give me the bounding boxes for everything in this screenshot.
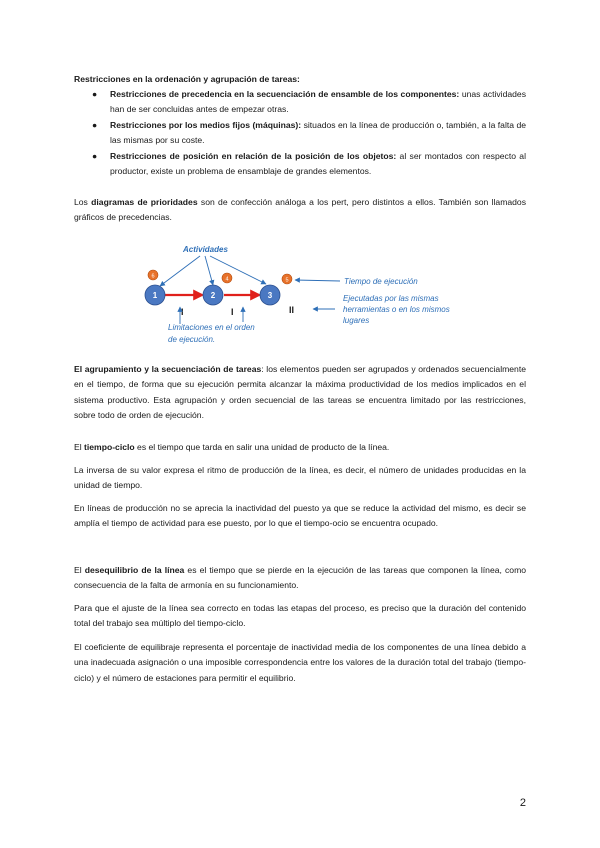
paragraph-ajuste: [74, 601, 526, 632]
time-value-1: 6: [151, 273, 155, 280]
paragraph-coeficiente: [74, 640, 526, 686]
text-span: El: [74, 442, 85, 452]
bullet-bold: Restricciones por los medios fijos (máquinas):: [110, 120, 302, 130]
node-label-3: 3: [267, 291, 273, 300]
label-limit-line1: Limitaciones en el orden: [168, 323, 255, 332]
label-actividades: Actividades: [183, 245, 228, 254]
paragraph-text: Para que el ajuste de la línea sea correcto en todas las etapas del proceso, es preciso que la duración del contenido total del trabajo sea múltiplo del tiempo-ciclo.: [74, 603, 526, 629]
paragraph-text: El coeficiente de equilibraje representa el porcentaje de inactividad media de los componentes de una línea debido a una inadecuada asignación o una imposible correspondencia entre los valores de la duración total del trabajo (tiempo-ciclo) y el número de estaciones para permitir el equilibrio.: [74, 642, 526, 683]
bold-term: diagramas de prioridades: [91, 197, 198, 207]
arrow-actividades-3: [210, 256, 266, 284]
paragraph-agrupamiento: [74, 362, 526, 423]
bullet-icon: ●: [92, 151, 98, 161]
arrow-tiempo: [295, 280, 340, 281]
roman-label-3: II: [289, 305, 295, 315]
list-item: [92, 118, 526, 149]
node-label-1: 1: [152, 291, 158, 300]
text-span: El: [74, 565, 85, 575]
roman-label-2: I: [231, 307, 234, 317]
time-value-2: 4: [225, 276, 229, 283]
label-ejecutadas-line2: herramientas o en los mismos: [343, 305, 450, 314]
section-heading: [74, 72, 526, 87]
paragraph-inversa: [74, 463, 526, 494]
label-tiempo: Tiempo de ejecución: [344, 277, 418, 286]
heading-text: Restricciones en la ordenación y agrupación de tareas:: [74, 74, 300, 84]
arrow-actividades-1: [160, 256, 200, 286]
time-value-3: 5: [285, 277, 289, 284]
roman-label-1: I: [181, 307, 184, 317]
bullet-icon: ●: [92, 120, 98, 130]
arrow-actividades-2: [205, 256, 213, 285]
paragraph-text: En líneas de producción no se aprecia la inactividad del puesto ya que se reduce la actividad del mismo, es decir se amplía el tiempo de actividad para ese puesto, por lo que el tiempo-ocio se encuentra ocupado.: [74, 503, 526, 529]
text-span: es el tiempo que se pierde en la ejecución de las tareas que componen la línea, como consecuencia de la falta de armonía en su funcionamiento.: [74, 565, 527, 591]
node-label-2: 2: [210, 291, 216, 300]
label-ejecutadas-line3: lugares: [343, 316, 370, 325]
bold-term: desequilibrio de la línea: [84, 565, 185, 575]
bold-term: El agrupamiento y la secuenciación de tareas: [74, 364, 262, 374]
label-limit-line2: de ejecución.: [168, 335, 216, 344]
bullet-icon: ●: [92, 89, 98, 99]
paragraph-diagramas: [74, 195, 526, 226]
text-span: es el tiempo que tarda en salir una unidad de producto de la línea.: [134, 442, 390, 452]
paragraph-tiempo-ciclo: [74, 440, 526, 455]
paragraph-lineas: [74, 501, 526, 532]
text-span: son de confección análoga a los pert, pero distintos a ellos. También son llamados gráficos de precedencias.: [74, 197, 526, 223]
bullet-text: unas actividades han de ser concluidas antes de empezar otras.: [110, 89, 527, 115]
bold-term: tiempo-ciclo: [84, 442, 135, 452]
bullet-text: situados en la línea de producción o, también, a la falta de las mismas por su coste.: [110, 120, 527, 146]
list-item: [92, 149, 526, 180]
paragraph-text: La inversa de su valor expresa el ritmo de producción de la línea, es decir, el número de unidades producidas en la unidad de tiempo.: [74, 465, 526, 491]
paragraph-desequilibrio: [74, 563, 526, 594]
label-ejecutadas-line1: Ejecutadas por las mismas: [343, 294, 439, 303]
precedence-diagram: [0, 238, 600, 350]
bullet-text: al ser montados con respecto al productor, existe un problema de ensamblaje de grandes elementos.: [110, 151, 526, 177]
page-number: 2: [519, 797, 526, 809]
text-span: : los elementos pueden ser agrupados y ordenados secuencialmente en el tiempo, de forma que su ejecución permita alcanzar la máxima productividad de los medios implicados en el sistema productivo. Esta agrupación y orden secuencial de las tareas se encuentra limitado por las restricciones, sobre todo de orden de ejecución.: [74, 364, 527, 420]
text-span: Los: [74, 197, 92, 207]
bullet-bold: Restricciones de precedencia en la secuenciación de ensamble de los componentes:: [110, 89, 460, 99]
list-item: [92, 87, 526, 118]
bullet-bold: Restricciones de posición en relación de la posición de los objetos:: [110, 151, 397, 161]
